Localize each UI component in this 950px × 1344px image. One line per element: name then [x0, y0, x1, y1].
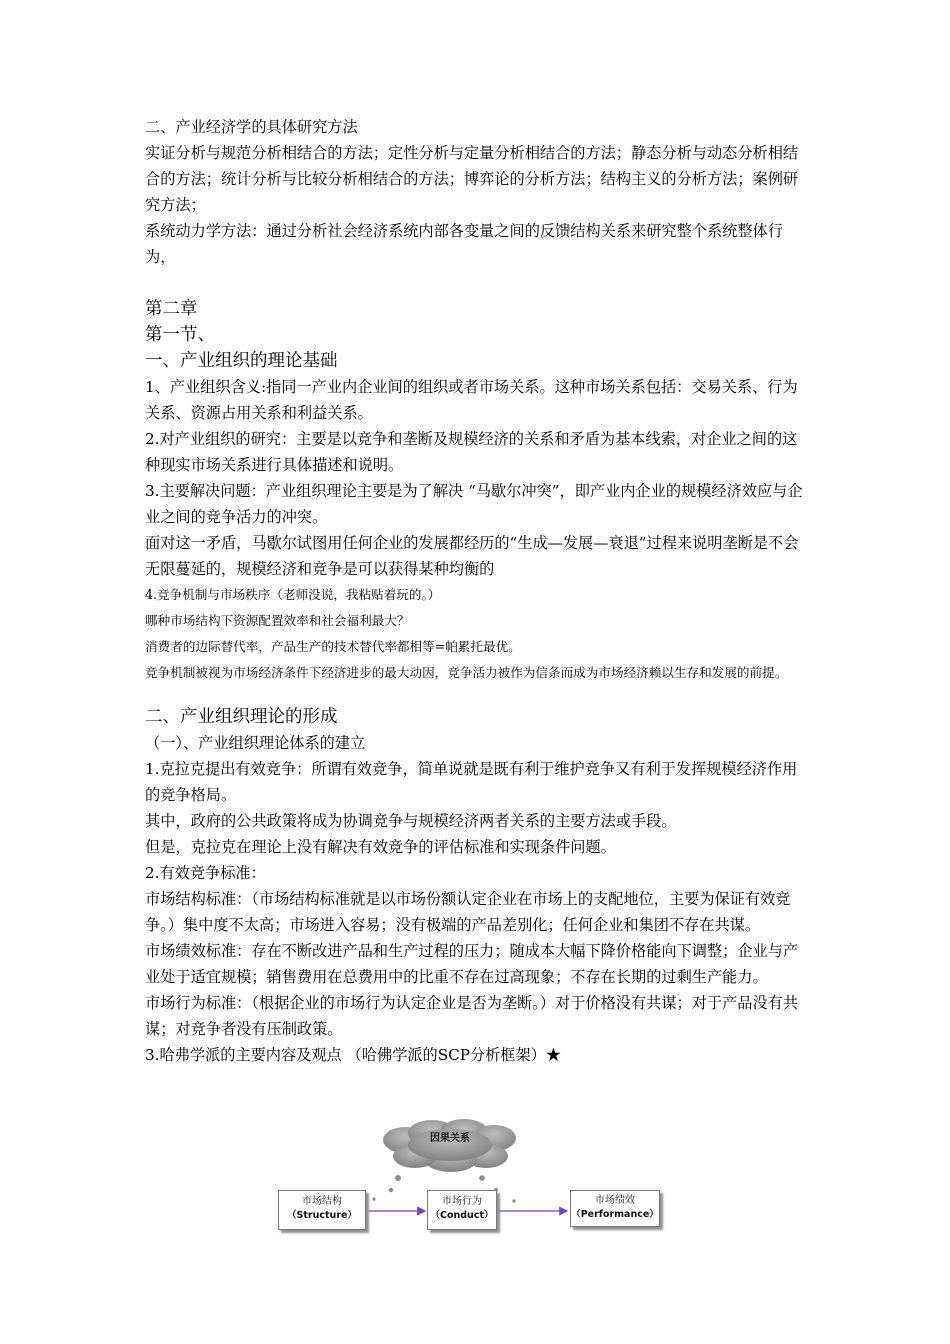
thought-bubble-dot — [479, 1175, 485, 1181]
paragraph-standards-title: 2.有效竞争标准： — [145, 864, 266, 882]
conduct-label-en: （Conduct） — [430, 1210, 494, 1221]
chapter-title: 第二章 — [145, 299, 198, 319]
cause-effect-label: 因果关系 — [430, 1133, 470, 1144]
section-title: 第一节、 — [145, 325, 215, 345]
small-paragraph-mechanism: 竞争机制被视为市场经济条件下经济进步的最大动因，竞争活力被作为信条而成为市场经济赖以生存和发展的前提。 — [145, 665, 788, 680]
paragraph-marshall: 面对这一矛盾，马歇尔试图用任何企业的发展都经历的“生成—发展—衰退”过程来说明垄断是不会无限蔓延的，规模经济和竞争是可以获得某种均衡的 — [145, 534, 799, 578]
conduct-box — [427, 1190, 497, 1230]
paragraph-definition: 1、产业组织含义:指同一产业内企业间的组织或者市场关系。这种市场关系包括：交易关系、行为关系、资源占用关系和利益关系。 — [145, 378, 798, 422]
structure-label-cn: 市场结构 — [302, 1196, 342, 1207]
thought-bubble-dot — [512, 1199, 515, 1202]
system-dynamics-paragraph: 系统动力学方法：通过分析社会经济系统内部各变量之间的反馈结构关系来研究整个系统整体行为， — [145, 222, 783, 266]
methods-body: 实证分析与规范分析相结合的方法；定性分析与定量分析相结合的方法；静态分析与动态分析相结合的方法；统计分析与比较分析相结合的方法；博弈论的分析方法；结构主义的分析方法；案例研究方法； — [145, 144, 799, 214]
structure-label-en: （Structure） — [287, 1210, 357, 1221]
paragraph-policy: 其中，政府的公共政策将成为协调竞争与规模经济两者关系的主要方法或手段。 — [145, 812, 677, 830]
subheading-system: （一）、产业组织理论体系的建立 — [145, 734, 366, 752]
thought-bubble-dot — [389, 1188, 393, 1192]
performance-label-cn: 市场绩效 — [595, 1195, 635, 1206]
paragraph-limitation: 但是，克拉克在理论上没有解决有效竞争的评估标准和实现条件问题。 — [145, 838, 616, 856]
paragraph-clark: 1.克拉克提出有效竞争：所谓有效竞争，简单说就是既有利于维护竞争又有利于发挥规模经济作用的竞争格局。 — [145, 760, 798, 804]
document-body — [145, 114, 810, 1068]
performance-label-en: （Performance） — [571, 1209, 659, 1220]
heading-theory-formation: 二、产业组织理论的形成 — [145, 707, 338, 727]
thought-bubble-dot — [372, 1197, 375, 1200]
scp-diagram — [270, 1118, 680, 1238]
small-paragraph-pareto: 消费者的边际替代率，产品生产的技术替代率都相等=帕累托最优。 — [145, 639, 521, 654]
thought-bubble-dot — [395, 1175, 401, 1181]
paragraph-problem: 3.主要解决问题：产业组织理论主要是为了解决 “马歇尔冲突”，即产业内企业的规模经济效应与企业之间的竞争活力的冲突。 — [145, 482, 803, 526]
heading-theory-basis: 一、产业组织的理论基础 — [145, 351, 338, 371]
spacer — [145, 270, 810, 296]
paragraph-performance-standard: 市场绩效标准：存在不断改进产品和生产过程的压力；随成本大幅下降价格能向下调整；企业与产业处于适宜规模；销售费用在总费用中的比重不存在过高现象；不存在长期的过剩生产能力。 — [145, 942, 799, 986]
spacer — [145, 686, 810, 704]
small-paragraph-competition: 4.竞争机制与市场秩序（老师没说，我粘贴着玩的。） — [145, 587, 441, 602]
paragraph-harvard-school: 3.哈弗学派的主要内容及观点 （哈佛学派的SCP分析框架）★ — [145, 1046, 562, 1064]
small-paragraph-question: 哪种市场结构下资源配置效率和社会福利最大？ — [145, 613, 410, 628]
paragraph-research: 2.对产业组织的研究：主要是以竞争和垄断及规模经济的关系和矛盾为基本线索，对企业之间的这种现实市场关系进行具体描述和说明。 — [145, 430, 798, 474]
paragraph-conduct-standard: 市场行为标准：（根据企业的市场行为认定企业是否为垄断。）对于价格没有共谋；对于产品没有共谋；对竞争者没有压制政策。 — [145, 994, 799, 1038]
conduct-label-cn: 市场行为 — [442, 1196, 482, 1207]
methods-title: 二、产业经济学的具体研究方法 — [145, 118, 358, 136]
performance-box — [570, 1190, 660, 1227]
structure-box — [278, 1190, 366, 1230]
paragraph-structure-standard: 市场结构标准：（市场结构标准就是以市场份额认定企业在市场上的支配地位，主要为保证有效竞争。）集中度不太高；市场进入容易；没有极端的产品差别化；任何企业和集团不存在共谋。 — [145, 890, 791, 934]
cause-effect-cloud — [383, 1119, 516, 1172]
